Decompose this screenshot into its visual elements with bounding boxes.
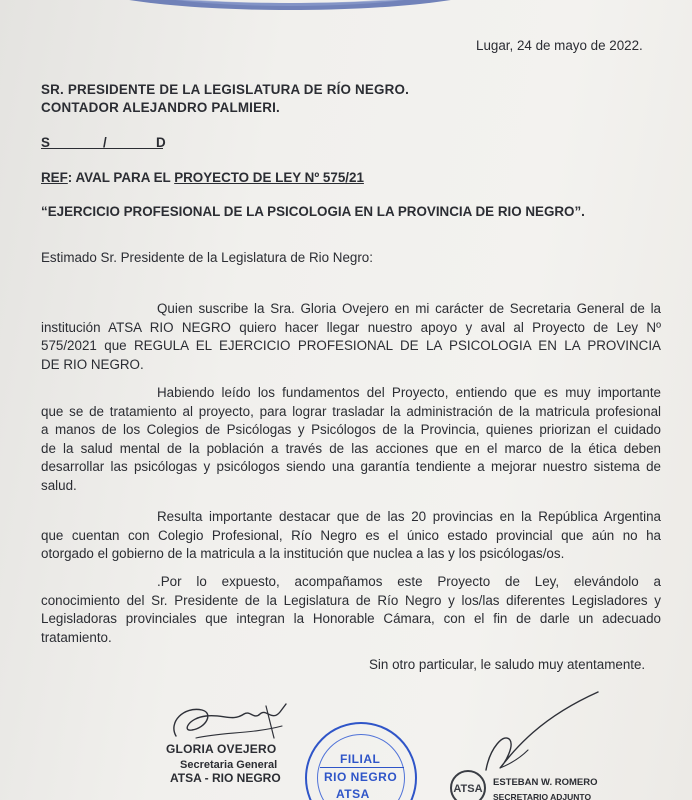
stamp-rule xyxy=(320,767,404,768)
paragraph-line: 575/2021 que REGULA EL EJERCICIO PROFESIONAL DE LA PSICOLOGIA EN LA PROVINCIA xyxy=(41,338,661,354)
signature-right-name: ESTEBAN W. ROMERO xyxy=(493,777,598,788)
signature-left-name: GLORIA OVEJERO xyxy=(166,742,277,756)
ref-project: PROYECTO DE LEY Nº 575/21 xyxy=(174,170,364,185)
paragraph-line: DE RIO NEGRO. xyxy=(41,356,144,372)
paragraph-3 xyxy=(41,508,661,564)
paragraph-line: Quien suscribe la Sra. Gloria Ovejero en mi carácter de Secretaria General de la xyxy=(157,301,661,316)
addressee-line-2: CONTADOR ALEJANDRO PALMIERI. xyxy=(41,100,280,115)
sd-slash: / xyxy=(103,135,107,150)
paragraph-line: otorgado el gobierno de la matricula a la institución que nuclea a las y los psicólogas/os. xyxy=(41,546,565,562)
closing-line: Sin otro particular, le saludo muy atentamente. xyxy=(369,657,646,672)
addressee-line-1: SR. PRESIDENTE DE LA LEGISLATURA DE RÍO NEGRO. xyxy=(41,82,410,97)
signature-left-role: Secretaria General xyxy=(180,759,278,771)
paragraph-line: desarrollar las psicólogas y psicólogos siendo una garantía tendiente a mejorar nuestro sistema de xyxy=(41,459,661,475)
paragraph-line: .Por lo expuesto, acompañamos este Proyecto de Ley, elevándolo a xyxy=(157,574,661,589)
paragraph-4 xyxy=(41,573,661,647)
signature-left-org: ATSA - RIO NEGRO xyxy=(170,771,281,785)
signature-right-scribble xyxy=(470,688,610,788)
sd-underline xyxy=(41,134,163,149)
paragraph-line: Habiendo leído los fundamentos del Proyecto, entiendo que es muy importante xyxy=(157,385,661,400)
paragraph-line: que se de tratamiento al proyecto, para lograr trasladar la administración de la matricula profesional xyxy=(41,403,661,419)
paragraph-line: tratamiento. xyxy=(41,629,112,645)
sd-d: D xyxy=(156,135,166,150)
date-line: Lugar, 24 de mayo de 2022. xyxy=(476,38,643,53)
paragraph-line: Legisladoras provinciales que integran la Honorable Cámara, con el fin de darle un adecuado xyxy=(41,611,661,627)
sd-salutation xyxy=(41,134,171,152)
reference-subject: “EJERCICIO PROFESIONAL DE LA PSICOLOGIA EN LA PROVINCIA DE RIO NEGRO”. xyxy=(41,204,585,219)
paragraph-line: de la salud mental de la población a través de las acciones que en el marco de la ética deben xyxy=(41,440,661,456)
paragraph-line: salud. xyxy=(41,477,77,493)
stamp-line-3: ATSA xyxy=(336,787,370,800)
paragraph-line: conocimiento del Sr. Presidente de la Legislatura de Río Negro y los/las diferentes Legisladores y xyxy=(41,592,661,608)
stamp-line-1: FILIAL xyxy=(340,752,381,766)
stamp-line-2: RIO NEGRO xyxy=(324,770,398,784)
paragraph-2 xyxy=(41,384,661,496)
reference-line xyxy=(41,169,364,187)
paragraph-1 xyxy=(41,300,661,374)
ref-label: REF xyxy=(41,170,68,185)
paragraph-line: que cuentan con Colegio Profesional, Río Negro es el único estado provincial que aún no ha xyxy=(41,527,661,543)
signature-right-role: SECRETARIO ADJUNTO xyxy=(493,792,592,800)
atsa-logo-icon: ATSA xyxy=(450,770,486,800)
paragraph-line: a manos de los Colegios de Psicólogas y Psicólogos de la Provincia, quienes priorizan el cuidado xyxy=(41,422,661,438)
paragraph-line: Resulta importante destacar que de las 20 provincias en la República Argentina xyxy=(157,509,661,524)
ref-text: : AVAL PARA EL xyxy=(67,170,175,185)
sd-s: S xyxy=(41,135,50,150)
greeting: Estimado Sr. Presidente de la Legislatura de Rio Negro: xyxy=(41,250,373,265)
paragraph-line: institución ATSA RIO NEGRO quiero hacer llegar nuestro apoyo y aval al Proyecto de Ley Nº xyxy=(41,319,661,335)
